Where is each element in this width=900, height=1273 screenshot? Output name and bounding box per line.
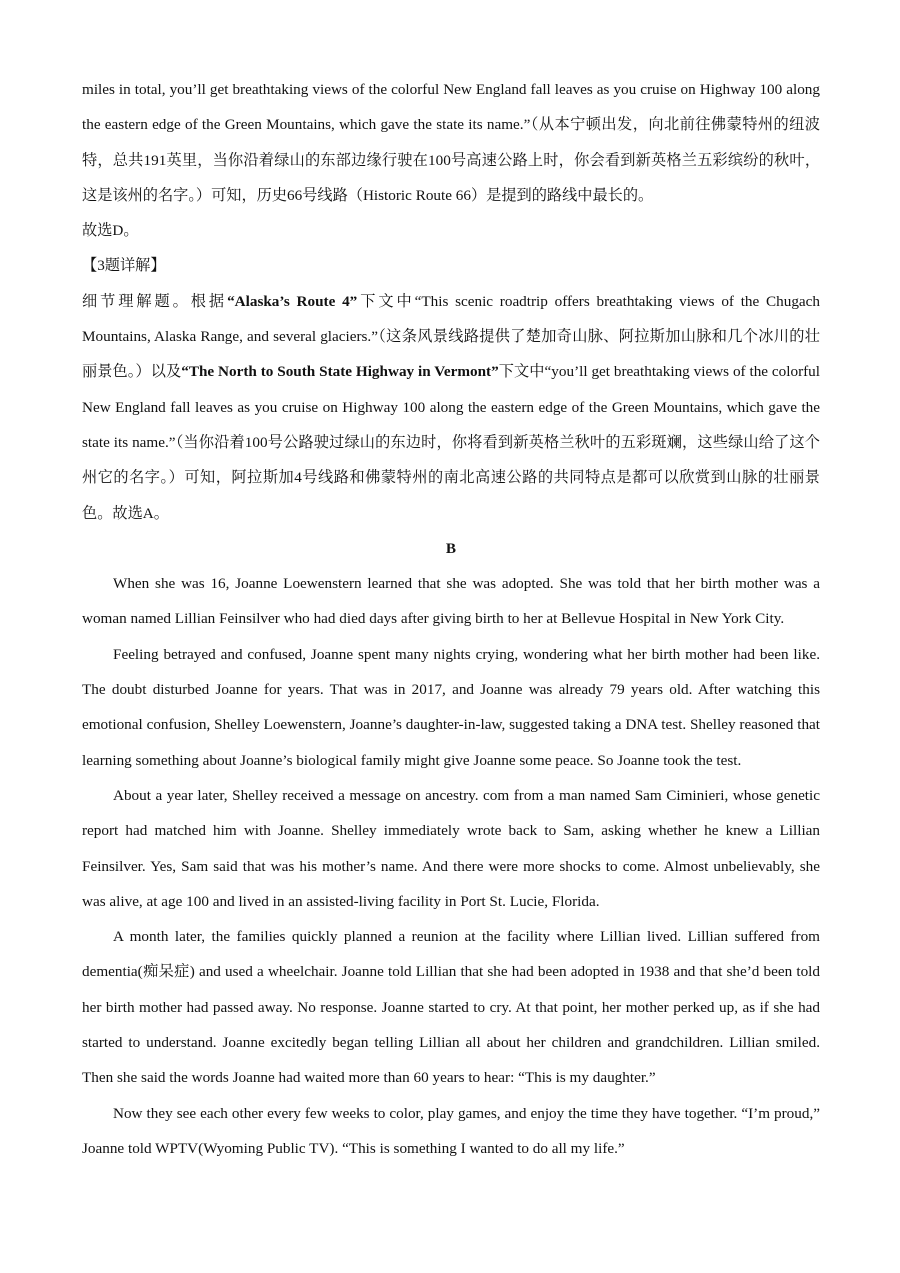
q3-intro: 细节理解题。根据 [82,292,228,310]
answer-line: 故选D。 [82,222,139,240]
document-content [82,72,820,1166]
passage-paragraph-1: When she was 16, Joanne Loewenstern learned that she was adopted. She was told that her birth mother was a woman named Lillian Feinsilver who had died days after giving birth to her at Bellevue Hospital in New York City. [82,575,820,628]
section-b-title: B [445,539,457,557]
top-paragraph: miles in total, you’ll get breathtaking views of the colorful New England fall leaves as you cruise on Highway 100 along the eastern edge of the Green Mountains, which gave the state its name.”（从本宁顿出发，向北前往佛蒙特州的纽波特，总共191英里，当你沿着绿山的东部边缘行驶在100号高速公路上时，你会看到新英格兰五彩缤纷的秋叶，这是该州的名字。）可知，历史66号线路（Historic Route 66）是提到的路线中最长的。 [82,81,820,204]
q3-rest: 下文中“you’ll get breathtaking views of the colorful New England fall leaves as you cruise on Highway 100 along the eastern edge of the Green Mountains, which gave the state its name.”（当你沿着100号公路驶过绿山的东边时，你将看到新英格兰秋叶的五彩斑斓，这些绿山给了这个州它的名字。）可知，阿拉斯加4号线路和佛蒙特州的南北高速公路的共同特点是都可以欣赏到山脉的壮丽景色。故选A。 [82,363,820,522]
passage-paragraph-3: About a year later, Shelley received a message on ancestry. com from a man named Sam Ciminieri, whose genetic report had matched him with Joanne. Shelley immediately wrote back to Sam, asking whether he knew a Lillian Feinsilver. Yes, Sam said that was his mother’s name. And there were more shocks to come. Almost unbelievably, she was alive, at age 100 and lived in an assisted-living facility in Port St. Lucie, Florida. [82,786,820,910]
passage-paragraph-5: Now they see each other every few weeks to color, play games, and enjoy the time they have together. “I’m proud,” Joanne told WPTV(Wyoming Public TV). “This is something I wanted to do all my life.” [82,1104,820,1157]
passage-paragraph-4: A month later, the families quickly planned a reunion at the facility where Lillian lived. Lillian suffered from dementia(痴呆症) and used a wheelchair. Joanne told Lillian that she had been adopted in 1938 and that she’d been told her birth mother had passed away. No response. Joanne started to cry. At that point, her mother perked up, as if she had started to understand. Joanne excitedly began telling Lillian all about her children and grandchildren. Lillian smiled. Then she said the words Joanne had waited more than 60 years to hear: “This is my daughter.” [82,928,820,1087]
q3-route-alaska: “Alaska’s Route 4” [227,292,358,310]
q3-route-vermont: “The North to South State Highway in Vermont” [181,363,499,381]
q3-mid: 下文中“This scenic roadtrip offers breathtaking views of the Chugach Mountains, Alaska Range, and several glaciers.”（这条风景线路提供了楚加奇山脉、阿拉斯加山脉和几个冰川的壮丽景色。）以及 [82,292,820,381]
q3-explanation [82,284,820,531]
q3-heading: 【3题详解】 [82,257,166,275]
passage-paragraph-2: Feeling betrayed and confused, Joanne spent many nights crying, wondering what her birth mother had been like. The doubt disturbed Joanne for years. That was in 2017, and Joanne was already 79 years old. After watching this emotional confusion, Shelley Loewenstern, Joanne’s daughter-in-law, suggested taking a DNA test. Shelley reasoned that learning something about Joanne’s biological family might give Joanne some peace. So Joanne took the test. [82,645,820,769]
